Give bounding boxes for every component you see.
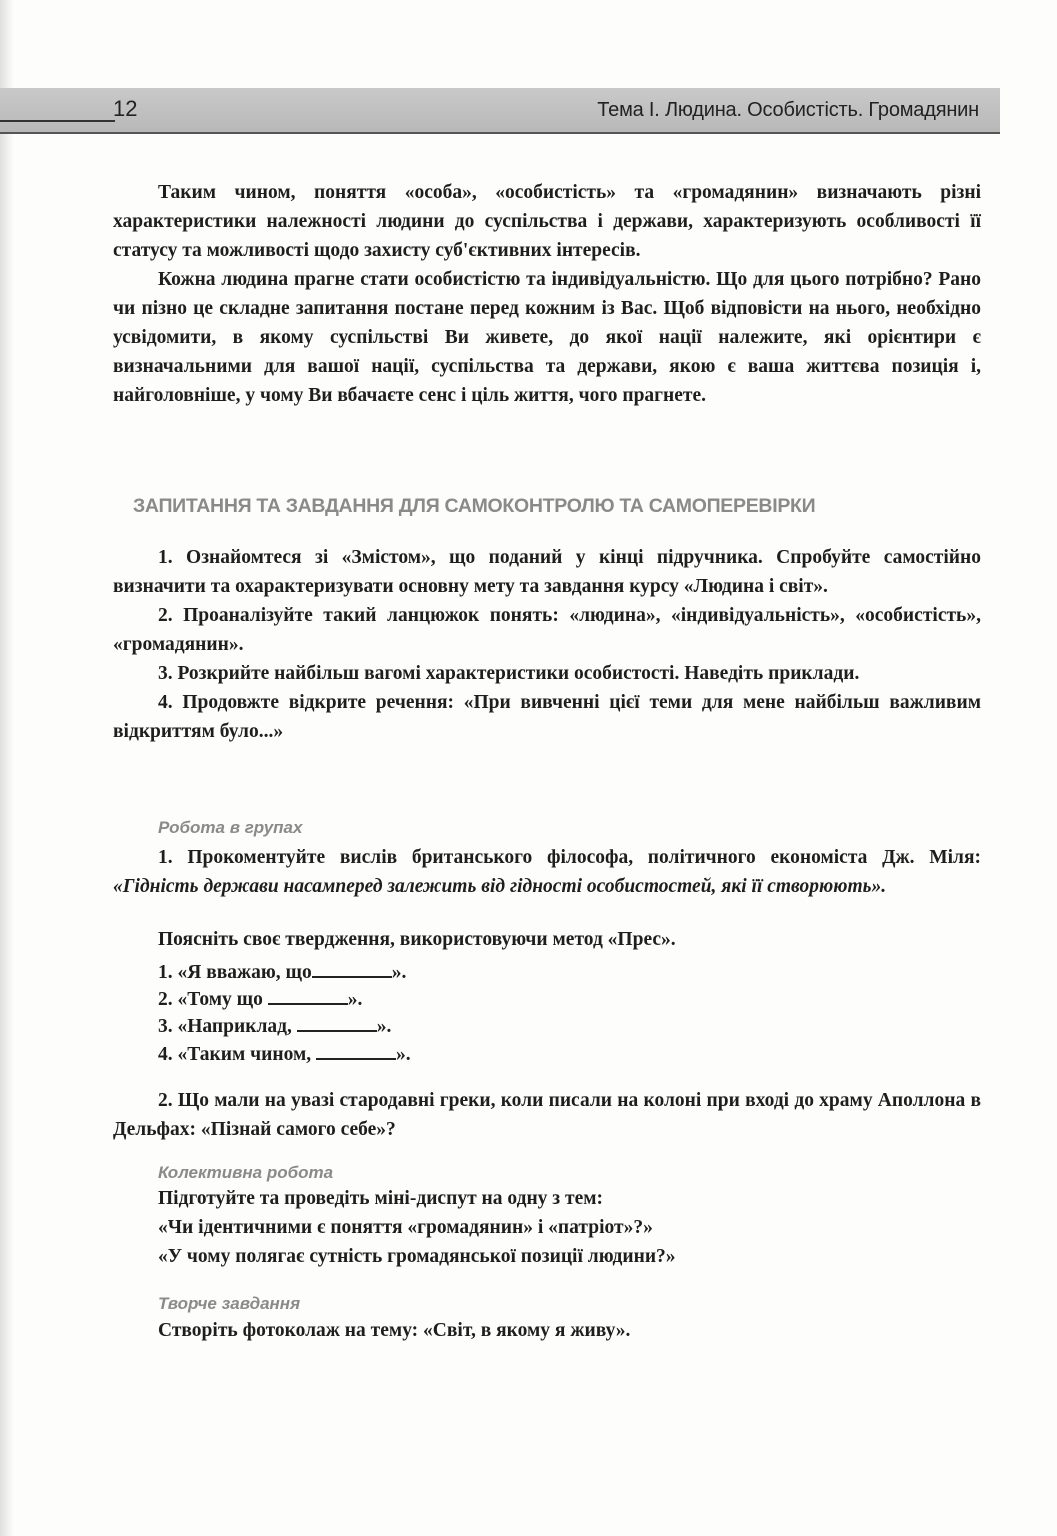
press-item-4: [158, 1040, 411, 1066]
group-task-2-paragraph: 2. Що мали на увазі стародавні греки, коли писали на колоні при вході до храму Аполлона в Дельфах: «Пізнай самого себе»?: [113, 1090, 981, 1140]
intro-text: [113, 178, 981, 410]
creative-subhead: Творче завдання: [158, 1294, 301, 1313]
question-item-4: 4. Продовжте відкрите речення: «При вивченні цієї теми для мене найбільш важливим відкриттям було...»: [113, 692, 981, 742]
group-task-1: [113, 843, 981, 901]
press-item-3-start: 3. «Наприклад,: [158, 1016, 297, 1037]
running-head: Тема І. Людина. Особистість. Громадянин: [597, 99, 979, 121]
intro-paragraph-1: Таким чином, поняття «особа», «особистість» та «громадянин» визначають різні характеристики належності людини до суспільства і держави, характеризують особливості її статусу та можливості щодо захисту суб'єктивних інтересів.: [113, 182, 981, 261]
group-work-subhead: Робота в групах: [158, 818, 303, 837]
question-item-1: 1. Ознайомтеся зі «Змістом», що поданий у кінці підручника. Спробуйте самостійно визначити та охарактеризувати основну мету та завдання курсу «Людина і світ».: [113, 547, 981, 597]
intro-paragraph-2: Кожна людина прагне стати особистістю та індивідуальністю. Що для цього потрібно? Рано чи пізно це складне запитання постане перед кожним із Вас. Щоб відповісти на нього, необхідно усвідомити, в якому суспільстві Ви живете, до якої нації належите, які орієнтири є визначальними для вашої нації, суспільства та держави, якою є ваша життєва позиція і, найголовніше, у чому Ви вбачаєте сенс і ціль життя, чого прагнете.: [113, 269, 981, 406]
press-item-1-blank[interactable]: [312, 958, 392, 978]
press-item-3-blank[interactable]: [297, 1012, 377, 1032]
question-item-2: 2. Проаналізуйте такий ланцюжок понять: «людина», «індивідуальність», «особистість», «громадянин».: [113, 605, 981, 655]
section-heading: ЗАПИТАННЯ ТА ЗАВДАННЯ ДЛЯ САМОКОНТРОЛЮ ТА САМОПЕРЕВІРКИ: [133, 495, 816, 517]
press-item-3: [158, 1012, 391, 1038]
explain-suffix: .: [670, 929, 676, 950]
press-item-1-start: 1. «Я вважаю, що: [158, 962, 312, 983]
press-item-1-end: ».: [391, 962, 407, 983]
creative-line-1: Створіть фотоколаж на тему: «Світ, в якому я живу».: [158, 1320, 631, 1341]
press-method: метод «Прес»: [552, 929, 671, 950]
press-item-4-start: 4. «Таким чином,: [158, 1044, 317, 1065]
mill-quote: «Гідність держави насамперед залежить від гідності особистостей, які її створюють».: [113, 876, 887, 897]
header-rule: [0, 120, 115, 122]
page-edge-shadow: [0, 0, 14, 1536]
question-item-3: 3. Розкрийте найбільш вагомі характеристики особистості. Наведіть приклади.: [158, 663, 860, 684]
press-item-2-start: 2. «Тому що: [158, 989, 268, 1010]
press-item-2-blank[interactable]: [268, 985, 348, 1005]
group-task-1-text: 1. Прокоментуйте вислів британського філософа, політичного економіста Дж. Міля:: [158, 847, 981, 868]
page-number: 12: [113, 96, 138, 121]
press-item-2: [158, 985, 362, 1011]
collective-line-2: «Чи ідентичними є поняття «громадянин» і «патріот»?»: [158, 1217, 653, 1238]
questions-list: [113, 543, 981, 746]
collective-line-1: Підготуйте та проведіть міні-диспут на одну з тем:: [158, 1188, 604, 1209]
press-item-2-end: ».: [347, 989, 363, 1010]
press-item-4-end: ».: [396, 1044, 411, 1065]
group-task-2: [113, 1086, 981, 1144]
press-item-1: [158, 958, 406, 984]
press-item-3-end: ».: [376, 1016, 392, 1037]
explain-prefix: Поясніть своє твердження, використовуючи: [158, 929, 553, 950]
press-item-4-blank[interactable]: [316, 1040, 396, 1060]
explain-line: [158, 929, 676, 951]
collective-subhead: Колективна робота: [158, 1163, 334, 1182]
collective-line-3: «У чому полягає сутність громадянської позиції людини?»: [158, 1246, 676, 1267]
group-task-1-paragraph: [113, 843, 981, 901]
